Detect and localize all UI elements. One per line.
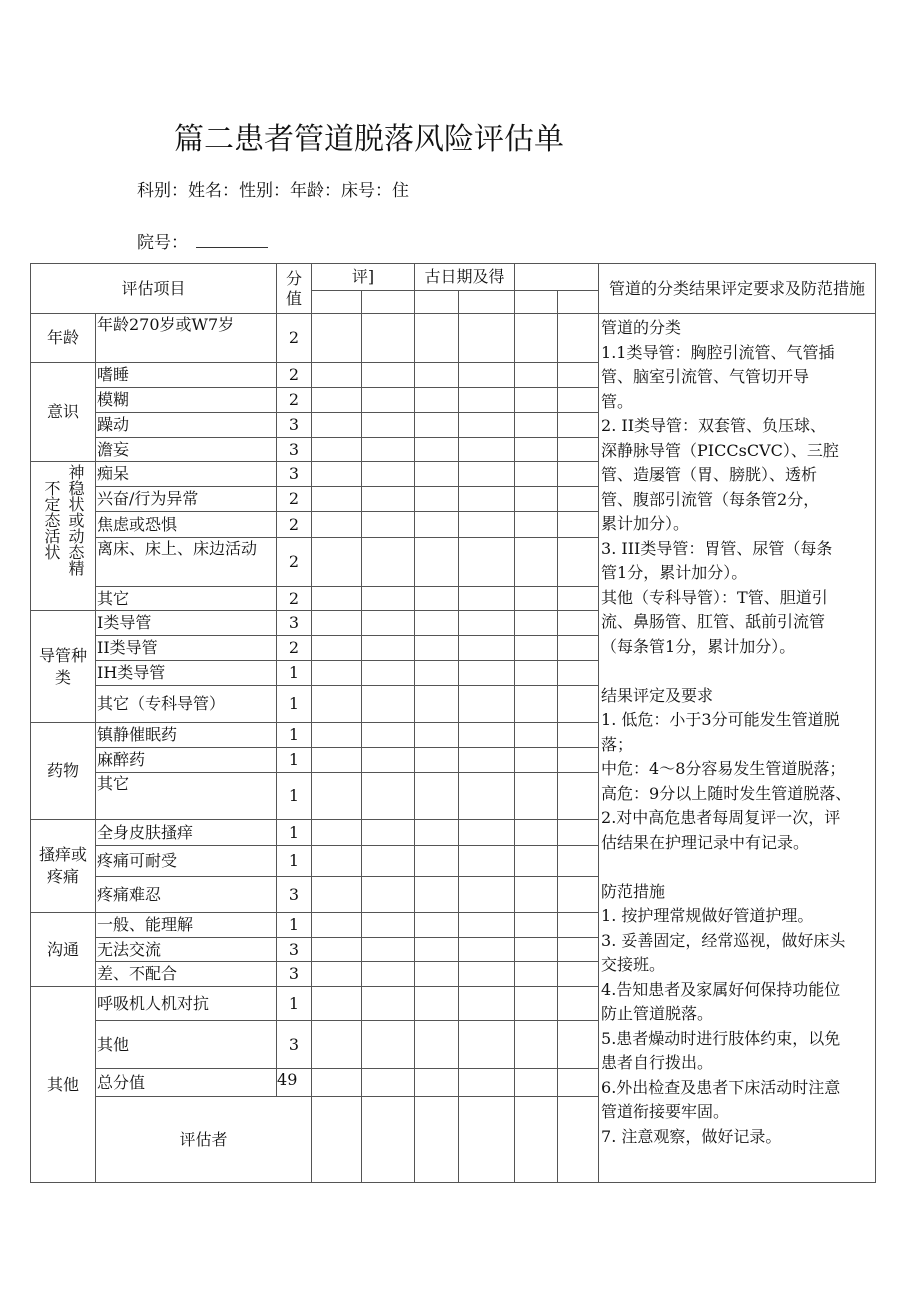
- score-entry-cell[interactable]: [459, 611, 515, 636]
- score-cell: 2: [277, 487, 312, 512]
- score-entry-cell[interactable]: [312, 820, 362, 846]
- score-entry-cell[interactable]: [415, 1021, 459, 1069]
- score-entry-cell[interactable]: [362, 1021, 415, 1069]
- score-entry-cell[interactable]: [558, 388, 599, 413]
- score-entry-cell[interactable]: [515, 611, 558, 636]
- score-entry-cell[interactable]: [415, 363, 459, 388]
- score-entry-cell[interactable]: [515, 686, 558, 723]
- score-entry-cell[interactable]: [312, 611, 362, 636]
- score-entry-cell[interactable]: [415, 611, 459, 636]
- assessor-signature-cell[interactable]: [415, 1097, 459, 1183]
- score-entry-cell[interactable]: [515, 462, 558, 487]
- item-cell: 镇静催眠药: [96, 723, 277, 748]
- score-entry-cell[interactable]: [362, 363, 415, 388]
- category-cell: 导管种类: [31, 611, 96, 723]
- score-entry-cell[interactable]: [515, 487, 558, 512]
- instructions-cell: [599, 314, 876, 1183]
- item-cell: 离床、床上、床边活动: [96, 538, 277, 587]
- assessor-signature-cell[interactable]: [312, 1097, 362, 1183]
- category-cell: 年龄: [31, 314, 96, 363]
- score-entry-cell[interactable]: [415, 314, 459, 363]
- score-entry-cell[interactable]: [459, 487, 515, 512]
- score-entry-cell[interactable]: [415, 877, 459, 913]
- score-cell: 1: [277, 913, 312, 938]
- item-cell: 无法交流: [96, 938, 277, 962]
- score-entry-cell[interactable]: [558, 748, 599, 773]
- score-cell: 3: [277, 611, 312, 636]
- score-entry-cell[interactable]: [558, 877, 599, 913]
- score-entry-cell[interactable]: [362, 1069, 415, 1097]
- instruction-line: 中危：4～8分容易发生管道脱落；: [601, 759, 846, 778]
- score-entry-cell[interactable]: [415, 438, 459, 462]
- score-entry-cell[interactable]: [558, 773, 599, 820]
- score-entry-cell[interactable]: [515, 636, 558, 661]
- score-entry-cell[interactable]: [459, 587, 515, 611]
- date-cell[interactable]: [312, 291, 362, 314]
- score-entry-cell[interactable]: [362, 846, 415, 877]
- instruction-line: [601, 659, 875, 684]
- score-entry-cell[interactable]: [459, 1021, 515, 1069]
- item-cell: 差、不配合: [96, 962, 277, 987]
- assessor-signature-cell[interactable]: [558, 1097, 599, 1183]
- score-cell: 2: [277, 512, 312, 538]
- score-entry-cell[interactable]: [558, 314, 599, 363]
- score-entry-cell[interactable]: [362, 314, 415, 363]
- score-cell: 2: [277, 388, 312, 413]
- instruction-line: [601, 855, 875, 880]
- item-cell: 嗜睡: [96, 363, 277, 388]
- score-entry-cell[interactable]: [459, 748, 515, 773]
- item-cell: 焦虑或恐惧: [96, 512, 277, 538]
- score-entry-cell[interactable]: [312, 587, 362, 611]
- score-entry-cell[interactable]: [362, 748, 415, 773]
- instruction-line: 防止管道脱落。: [601, 1004, 714, 1023]
- date-cell[interactable]: [515, 291, 558, 314]
- score-cell: 1: [277, 661, 312, 686]
- score-entry-cell[interactable]: [558, 913, 599, 938]
- score-cell: 3: [277, 462, 312, 487]
- score-cell: 1: [277, 686, 312, 723]
- score-entry-cell[interactable]: [459, 877, 515, 913]
- score-entry-cell[interactable]: [415, 587, 459, 611]
- score-entry-cell[interactable]: [415, 487, 459, 512]
- score-entry-cell[interactable]: [459, 363, 515, 388]
- score-entry-cell[interactable]: [459, 820, 515, 846]
- score-entry-cell[interactable]: [558, 987, 599, 1021]
- score-cell: 1: [277, 773, 312, 820]
- score-entry-cell[interactable]: [415, 748, 459, 773]
- instruction-line: 管。: [601, 391, 634, 411]
- header-date-2: 古日期及得: [415, 264, 515, 291]
- score-entry-cell[interactable]: [415, 388, 459, 413]
- score-entry-cell[interactable]: [415, 462, 459, 487]
- header-item: 评估项目: [31, 264, 277, 314]
- score-entry-cell[interactable]: [312, 846, 362, 877]
- score-entry-cell[interactable]: [312, 538, 362, 587]
- item-cell: 麻醉药: [96, 748, 277, 773]
- document-title: 篇二患者管道脱落风险评估单: [174, 122, 564, 157]
- score-cell: 3: [277, 1021, 312, 1069]
- score-cell: 2: [277, 538, 312, 587]
- score-entry-cell[interactable]: [558, 487, 599, 512]
- instruction-line: 1.1类导管：胸腔引流管、气管插: [601, 342, 835, 362]
- score-entry-cell[interactable]: [362, 636, 415, 661]
- score-entry-cell[interactable]: [515, 723, 558, 748]
- score-entry-cell[interactable]: [515, 512, 558, 538]
- score-entry-cell[interactable]: [515, 962, 558, 987]
- item-cell: 疼痛难忍: [96, 877, 277, 913]
- header-date-3: [515, 264, 599, 291]
- score-entry-cell[interactable]: [312, 987, 362, 1021]
- category-cell: 意识: [31, 363, 96, 462]
- score-entry-cell[interactable]: [415, 962, 459, 987]
- score-entry-cell[interactable]: [312, 636, 362, 661]
- header-date-1: 评]: [312, 264, 415, 291]
- score-entry-cell[interactable]: [515, 363, 558, 388]
- instruction-line: 交接班。: [601, 955, 666, 974]
- score-entry-cell[interactable]: [362, 913, 415, 938]
- score-entry-cell[interactable]: [515, 748, 558, 773]
- score-entry-cell[interactable]: [515, 938, 558, 962]
- score-entry-cell[interactable]: [459, 661, 515, 686]
- patient-info-line: 科别：姓名：性别：年龄：床号：住: [137, 181, 409, 201]
- score-entry-cell[interactable]: [362, 462, 415, 487]
- score-entry-cell[interactable]: [515, 587, 558, 611]
- instruction-line: 1. 低危：小于3分可能发生管道脱: [601, 710, 840, 729]
- instruction-line: 其他（专科导管）：T管、胆道引: [601, 587, 828, 607]
- instruction-line: 管道衔接要牢固。: [601, 1102, 730, 1121]
- category-column: 不定态活状: [42, 480, 61, 560]
- score-entry-cell[interactable]: [415, 723, 459, 748]
- score-entry-cell[interactable]: [362, 962, 415, 987]
- score-entry-cell[interactable]: [362, 438, 415, 462]
- instruction-line: 3. III类导管：胃管、尿管（每条: [601, 538, 833, 558]
- score-entry-cell[interactable]: [459, 636, 515, 661]
- score-entry-cell[interactable]: [459, 987, 515, 1021]
- score-entry-cell[interactable]: [558, 363, 599, 388]
- assessor-signature-cell[interactable]: [459, 1097, 515, 1183]
- score-entry-cell[interactable]: [459, 438, 515, 462]
- score-entry-cell[interactable]: [558, 611, 599, 636]
- score-entry-cell[interactable]: [515, 438, 558, 462]
- score-entry-cell[interactable]: [362, 587, 415, 611]
- date-cell[interactable]: [459, 291, 515, 314]
- score-entry-cell[interactable]: [515, 820, 558, 846]
- score-entry-cell[interactable]: [459, 913, 515, 938]
- score-cell: 2: [277, 363, 312, 388]
- score-entry-cell[interactable]: [459, 462, 515, 487]
- category-column: 神稳状或动态精: [66, 464, 85, 576]
- score-entry-cell[interactable]: [312, 413, 362, 438]
- score-entry-cell[interactable]: [558, 1069, 599, 1097]
- score-entry-cell[interactable]: [558, 538, 599, 587]
- score-entry-cell[interactable]: [362, 661, 415, 686]
- score-entry-cell[interactable]: [415, 661, 459, 686]
- category-cell: 沟通: [31, 913, 96, 987]
- score-entry-cell[interactable]: [515, 877, 558, 913]
- instruction-line: （每条管1分，累计加分）。: [601, 636, 796, 656]
- score-entry-cell[interactable]: [312, 962, 362, 987]
- score-entry-cell[interactable]: [312, 462, 362, 487]
- score-entry-cell[interactable]: [415, 938, 459, 962]
- score-entry-cell[interactable]: [312, 1021, 362, 1069]
- score-entry-cell[interactable]: [459, 773, 515, 820]
- item-cell: 一般、能理解: [96, 913, 277, 938]
- score-entry-cell[interactable]: [312, 686, 362, 723]
- item-cell: 其他: [96, 1021, 277, 1069]
- score-cell: 2: [277, 314, 312, 363]
- instruction-line: 4.告知患者及家属好何保持功能位: [601, 979, 841, 999]
- score-entry-cell[interactable]: [558, 413, 599, 438]
- header-row: [31, 264, 876, 291]
- score-entry-cell[interactable]: [415, 820, 459, 846]
- item-cell: I类导管: [96, 611, 277, 636]
- score-entry-cell[interactable]: [415, 913, 459, 938]
- score-entry-cell[interactable]: [312, 1069, 362, 1097]
- score-entry-cell[interactable]: [362, 512, 415, 538]
- score-entry-cell[interactable]: [415, 413, 459, 438]
- score-entry-cell[interactable]: [459, 962, 515, 987]
- score-entry-cell[interactable]: [515, 413, 558, 438]
- score-entry-cell[interactable]: [558, 462, 599, 487]
- item-cell: 呼吸机人机对抗: [96, 987, 277, 1021]
- score-entry-cell[interactable]: [515, 314, 558, 363]
- score-entry-cell[interactable]: [515, 846, 558, 877]
- score-entry-cell[interactable]: [362, 538, 415, 587]
- instruction-line: 管、腹部引流管（每条管2分，: [601, 489, 820, 509]
- category-cell: 搔痒或疼痛: [31, 820, 96, 913]
- score-entry-cell[interactable]: [515, 1069, 558, 1097]
- item-cell: 兴奋/行为异常: [96, 487, 277, 512]
- score-entry-cell[interactable]: [459, 512, 515, 538]
- score-entry-cell[interactable]: [515, 538, 558, 587]
- score-entry-cell[interactable]: [558, 846, 599, 877]
- category-columns: [31, 462, 95, 576]
- item-cell: 全身皮肤搔痒: [96, 820, 277, 846]
- score-entry-cell[interactable]: [362, 413, 415, 438]
- score-entry-cell[interactable]: [459, 413, 515, 438]
- score-entry-cell[interactable]: [459, 388, 515, 413]
- score-entry-cell[interactable]: [362, 938, 415, 962]
- score-entry-cell[interactable]: [362, 877, 415, 913]
- score-entry-cell[interactable]: [459, 938, 515, 962]
- score-entry-cell[interactable]: [312, 938, 362, 962]
- score-entry-cell[interactable]: [459, 538, 515, 587]
- score-entry-cell[interactable]: [415, 512, 459, 538]
- hospital-no-field[interactable]: [196, 233, 268, 248]
- table-row: [31, 314, 876, 363]
- header-score: 分值: [277, 264, 312, 314]
- item-cell: 澹妄: [96, 438, 277, 462]
- instruction-line: 1. 按护理常规做好管道护理。: [601, 906, 814, 925]
- score-entry-cell[interactable]: [515, 913, 558, 938]
- score-entry-cell[interactable]: [312, 363, 362, 388]
- score-entry-cell[interactable]: [362, 723, 415, 748]
- score-entry-cell[interactable]: [312, 438, 362, 462]
- instruction-line: 7. 注意观察，做好记录。: [601, 1126, 782, 1146]
- score-entry-cell[interactable]: [515, 1021, 558, 1069]
- score-cell: 1: [277, 987, 312, 1021]
- item-cell: 痴呆: [96, 462, 277, 487]
- score-entry-cell[interactable]: [312, 773, 362, 820]
- score-entry-cell[interactable]: [558, 512, 599, 538]
- score-cell: 2: [277, 587, 312, 611]
- score-entry-cell[interactable]: [515, 773, 558, 820]
- item-cell: II类导管: [96, 636, 277, 661]
- score-entry-cell[interactable]: [312, 388, 362, 413]
- score-entry-cell[interactable]: [558, 686, 599, 723]
- instruction-line: 2.对中高危患者每周复评一次，评: [601, 808, 841, 827]
- score-entry-cell[interactable]: [415, 1069, 459, 1097]
- instruction-line: 患者自行拨出。: [601, 1053, 714, 1072]
- assessor-signature-cell[interactable]: [362, 1097, 415, 1183]
- date-cell[interactable]: [558, 291, 599, 314]
- assessor-label: 评估者: [96, 1097, 312, 1183]
- hospital-no-label: 院号：: [137, 233, 188, 253]
- score-entry-cell[interactable]: [459, 314, 515, 363]
- date-cell[interactable]: [415, 291, 459, 314]
- score-cell: 1: [277, 846, 312, 877]
- score-entry-cell[interactable]: [312, 748, 362, 773]
- item-cell: IH类导管: [96, 661, 277, 686]
- score-cell: 3: [277, 877, 312, 913]
- instruction-line: 高危：9分以上随时发生管道脱落、: [601, 783, 852, 803]
- score-entry-cell[interactable]: [312, 512, 362, 538]
- score-entry-cell[interactable]: [558, 438, 599, 462]
- instruction-line: 估结果在护理记录中有记录。: [601, 832, 810, 852]
- score-entry-cell[interactable]: [362, 487, 415, 512]
- score-entry-cell[interactable]: [415, 846, 459, 877]
- instruction-line: 累计加分）。: [601, 514, 690, 533]
- instruction-line: 3. 妥善固定，经常巡视，做好床头: [601, 930, 846, 950]
- score-entry-cell[interactable]: [558, 636, 599, 661]
- header-right: 管道的分类结果评定要求及防范措施: [599, 264, 876, 314]
- score-entry-cell[interactable]: [362, 611, 415, 636]
- assessor-signature-cell[interactable]: [515, 1097, 558, 1183]
- score-cell: 49: [277, 1069, 312, 1097]
- score-entry-cell[interactable]: [312, 913, 362, 938]
- score-entry-cell[interactable]: [362, 773, 415, 820]
- score-entry-cell[interactable]: [459, 1069, 515, 1097]
- score-entry-cell[interactable]: [312, 487, 362, 512]
- category-cell: [31, 462, 96, 611]
- score-cell: 1: [277, 748, 312, 773]
- instruction-line: 管、造屡管（胃、膀胱）、透析: [601, 465, 818, 484]
- score-entry-cell[interactable]: [312, 877, 362, 913]
- instruction-line: 5.患者燥动时进行肢体约束，以免: [601, 1028, 841, 1048]
- score-entry-cell[interactable]: [362, 388, 415, 413]
- item-cell: 年龄270岁或W7岁: [96, 314, 277, 363]
- item-cell: 其它: [96, 773, 277, 820]
- instruction-line: 防范措施: [601, 881, 666, 901]
- score-entry-cell[interactable]: [558, 587, 599, 611]
- score-cell: 1: [277, 820, 312, 846]
- score-cell: 3: [277, 413, 312, 438]
- instruction-line: 管1分，累计加分）。: [601, 563, 748, 582]
- instruction-line: 管道的分类: [601, 318, 682, 337]
- instruction-line: 管、脑室引流管、气管切开导: [601, 367, 810, 386]
- score-entry-cell[interactable]: [415, 987, 459, 1021]
- score-entry-cell[interactable]: [415, 773, 459, 820]
- score-entry-cell[interactable]: [558, 938, 599, 962]
- score-entry-cell[interactable]: [558, 820, 599, 846]
- score-entry-cell[interactable]: [459, 686, 515, 723]
- score-entry-cell[interactable]: [312, 723, 362, 748]
- date-cell[interactable]: [362, 291, 415, 314]
- score-entry-cell[interactable]: [312, 661, 362, 686]
- score-entry-cell[interactable]: [558, 1021, 599, 1069]
- instruction-line: 落；: [601, 734, 634, 754]
- score-entry-cell[interactable]: [515, 388, 558, 413]
- score-entry-cell[interactable]: [415, 686, 459, 723]
- score-entry-cell[interactable]: [362, 820, 415, 846]
- item-cell: 疼痛可耐受: [96, 846, 277, 877]
- instruction-line: 2. II类导管：双套管、负压球、: [601, 416, 827, 435]
- score-entry-cell[interactable]: [558, 661, 599, 686]
- score-cell: 2: [277, 636, 312, 661]
- score-entry-cell[interactable]: [558, 723, 599, 748]
- item-cell: 其它: [96, 587, 277, 611]
- instruction-line: 流、鼻肠管、肛管、舐前引流管: [601, 612, 826, 631]
- item-cell: 总分值: [96, 1069, 277, 1097]
- item-cell: 模糊: [96, 388, 277, 413]
- score-entry-cell[interactable]: [415, 636, 459, 661]
- category-cell: 药物: [31, 723, 96, 820]
- hospital-no-line: [137, 228, 268, 253]
- score-cell: 3: [277, 962, 312, 987]
- score-entry-cell[interactable]: [312, 314, 362, 363]
- item-cell: 躁动: [96, 413, 277, 438]
- risk-assessment-table: [30, 263, 876, 1183]
- score-cell: 3: [277, 938, 312, 962]
- score-entry-cell[interactable]: [415, 538, 459, 587]
- instruction-line: 6.外出检查及患者下床活动时注意: [601, 1077, 841, 1097]
- score-cell: 3: [277, 438, 312, 462]
- score-entry-cell[interactable]: [558, 962, 599, 987]
- instruction-line: 深静脉导管（PICCsCVC）、三腔: [601, 440, 839, 460]
- category-cell: 其他: [31, 987, 96, 1183]
- score-entry-cell[interactable]: [362, 686, 415, 723]
- score-entry-cell[interactable]: [459, 723, 515, 748]
- item-cell: 其它（专科导管）: [96, 686, 277, 723]
- instruction-line: 结果评定及要求: [601, 685, 714, 705]
- score-entry-cell[interactable]: [515, 661, 558, 686]
- score-cell: 1: [277, 723, 312, 748]
- score-entry-cell[interactable]: [515, 987, 558, 1021]
- score-entry-cell[interactable]: [459, 846, 515, 877]
- score-entry-cell[interactable]: [362, 987, 415, 1021]
